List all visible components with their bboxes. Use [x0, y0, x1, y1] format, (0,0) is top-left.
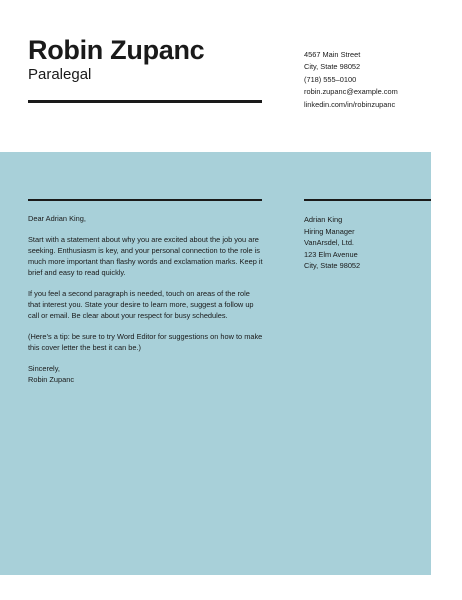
closing: Sincerely,	[28, 363, 60, 373]
recipient-title: Hiring Manager	[304, 226, 355, 236]
salutation: Dear Adrian King,	[28, 214, 86, 223]
letter-body	[28, 214, 264, 386]
recipient-block	[304, 214, 360, 272]
sender-name: Robin Zupanc	[28, 35, 205, 65]
recipient-company: VanArsdel, Ltd.	[304, 238, 354, 247]
sender-city: City, State 98052	[304, 62, 361, 72]
paragraph-3: (Here’s a tip: be sure to try Word Editor for suggestions on how to make this cover letter the best it can be.)	[28, 331, 263, 352]
header-divider	[28, 100, 262, 103]
sender-role: Paralegal	[28, 66, 92, 83]
paragraph-1: Start with a statement about why you are excited about the job you are seeking. Enthusiasm is key, and your personal connection to the role is much more important than flashy words and exclamation marks. Keep it brief and easy to read quickly.	[28, 235, 263, 277]
sender-linkedin: linkedin.com/in/robinzupanc	[304, 99, 396, 109]
sender-phone: (718) 555–0100	[304, 74, 357, 84]
recipient-street: 123 Elm Avenue	[304, 249, 358, 259]
sender-contact-block	[304, 49, 398, 111]
recipient-city: City, State 98052	[304, 261, 361, 270]
signature: Robin Zupanc	[28, 374, 75, 384]
paragraph-2: If you feel a second paragraph is needed, touch on areas of the role that interest you. State your desire to learn more, suggest a follow up call or email. Be clear about your respect for busy schedules.	[28, 288, 254, 320]
letter-divider	[28, 199, 262, 201]
recipient-name: Adrian King	[304, 215, 343, 224]
sender-street: 4567 Main Street	[304, 50, 361, 59]
sender-email: robin.zupanc@example.com	[304, 87, 398, 97]
recipient-divider	[304, 199, 431, 201]
